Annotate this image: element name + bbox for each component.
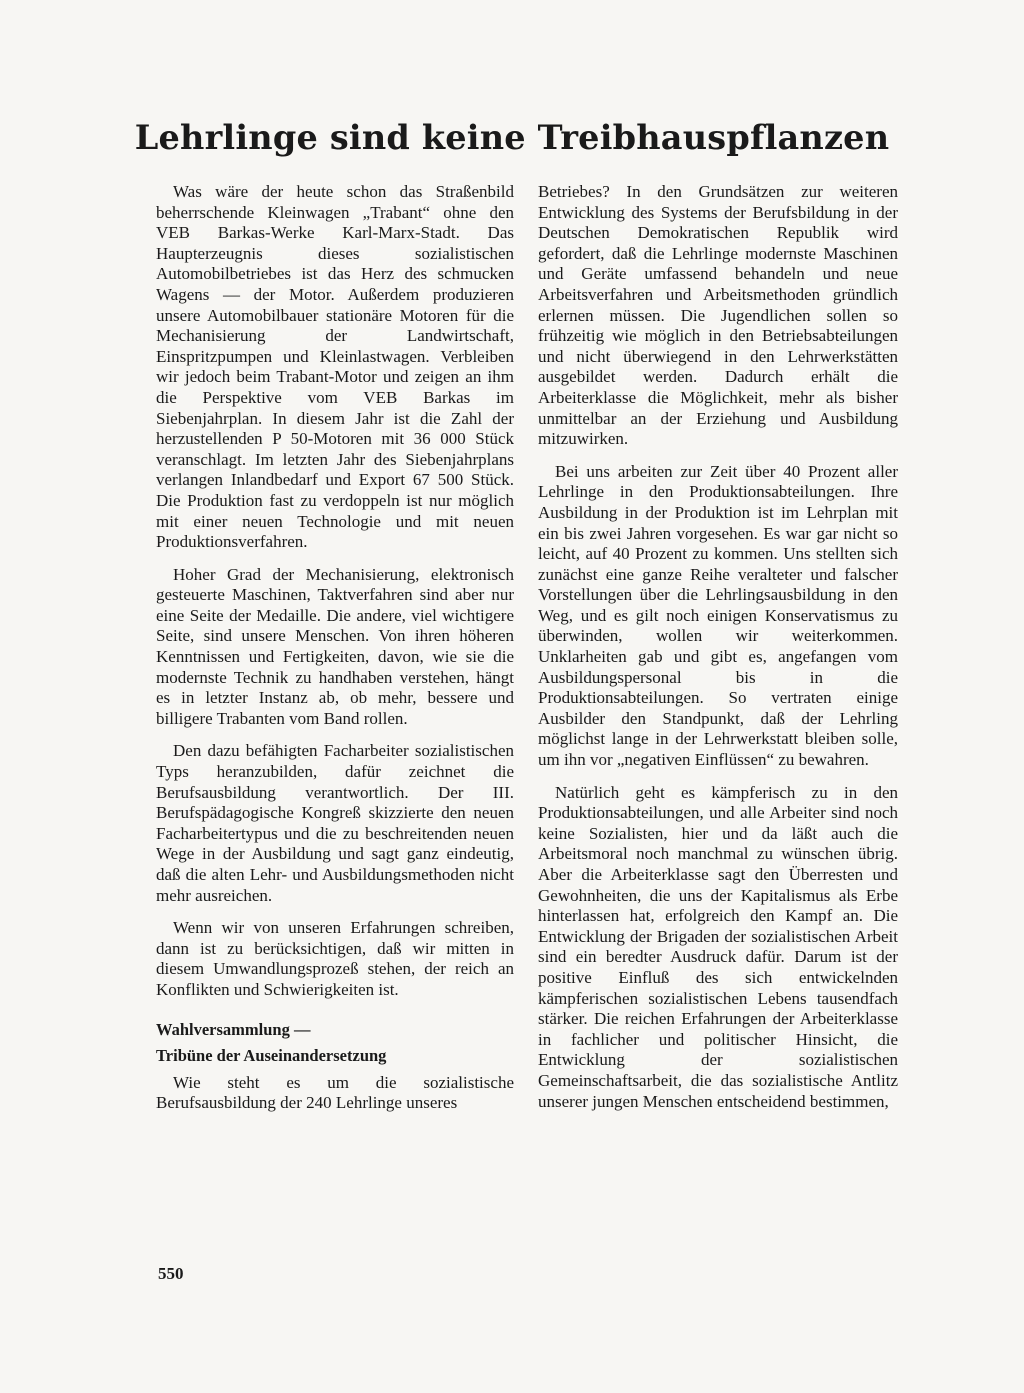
paragraph: Betriebes? In den Grundsätzen zur weiteren Entwicklung des Systems der Berufsbildung in der Deutschen Demokratischen Republik wird gefordert, daß die Lehrlinge modernste Maschinen und Geräte umfassend behandeln und neue Arbeitsverfahren und Arbeitsmethoden gründlich erlernen müssen. Die Jugendlichen sollen so frühzeitig wie möglich in den Betriebsabteilungen und nicht überwiegend in den Lehrwerkstätten ausgebildet werden. Dadurch erhält die Arbeiterklasse die Möglichkeit, mehr als bisher unmittelbar an der Erziehung und Ausbildung mitzuwirken. (538, 182, 898, 449)
left-column (156, 182, 514, 1126)
paragraph: Wie steht es um die sozialistische Berufsausbildung der 240 Lehrlinge unseres (156, 1072, 514, 1113)
section-heading: Wahlversammlung — (156, 1019, 311, 1039)
page-title: Lehrlinge sind keine Treibhauspflanzen (134, 118, 890, 157)
page-number: 550 (158, 1264, 184, 1283)
paragraph: Hoher Grad der Mechanisierung, elektronisch gesteuerte Maschinen, Taktverfahren sind aber nur eine Seite der Medaille. Die andere, viel wichtigere Seite, sind unsere Menschen. Von ihren höheren Kenntnissen und Fertigkeiten, davon, wie sie die modernste Technik zu handhaben verstehen, hängt es in letzter Instanz ab, ob mehr, bessere und billigere Trabanten vom Band rollen. (156, 564, 514, 728)
paragraph: Was wäre der heute schon das Straßenbild beherrschende Kleinwagen „Trabant“ ohne den VEB Barkas-Werke Karl-Marx-Stadt. Das Haupterzeugnis dieses sozialistischen Automobilbetriebes ist das Herz des schmucken Wagens — der Motor. Außerdem produzieren unsere Automobilbauer stationäre Motoren für die Mechanisierung der Landwirtschaft, Einspritzpumpen und Kleinlastwagen. Verbleiben wir jedoch beim Trabant-Motor und zeigen an ihm die Perspektive vom VEB Barkas im Siebenjahrplan. In diesem Jahr ist die Zahl der herzustellenden P 50-Motoren mit 36 000 Stück veranschlagt. Im letzten Jahr des Siebenjahrplans verlangen Inlandbedarf und Export 67 500 Stück. Die Produktion fast zu verdoppeln ist nur möglich mit einer neuen Technologie und mit neuen Produktionsverfahren. (156, 182, 514, 552)
paragraph: Wenn wir von unseren Erfahrungen schreiben, dann ist zu berücksichtigen, daß wir mitten in diesem Umwandlungsprozeß stehen, der reich an Konflikten und Schwierigkeiten ist. (156, 918, 514, 999)
paragraph: Bei uns arbeiten zur Zeit über 40 Prozent aller Lehrlinge in den Produktionsabteilungen. Ihre Ausbildung in der Produktion ist im Lehrplan mit ein bis zwei Jahren vorgesehen. Es war gar nicht so leicht, auf 40 Prozent zu kommen. Uns stellten sich zunächst eine ganze Reihe veralteter und falscher Vorstellungen über die Lehrlingsausbildung in den Weg, und es gilt noch einigen Konservatismus zu überwinden, wollen wir weiterkommen. Unklarheiten gab und gibt es, angefangen vom Ausbildungspersonal bis in die Produktionsabteilungen. So vertraten einige Ausbilder den Standpunkt, daß der Lehrling möglichst lange in der Lehrwerkstatt bleiben solle, um ihn vor „negativen Einflüssen“ zu bewahren. (538, 461, 898, 770)
section-heading: Tribüne der Auseinandersetzung (156, 1045, 387, 1065)
paragraph: Den dazu befähigten Facharbeiter sozialistischen Typs heranzubilden, dafür zeichnet die Berufsausbildung verantwortlich. Der III. Berufspädagogische Kongreß skizzierte den neuen Facharbeitertypus und die zu beschreitenden neuen Wege in der Ausbildung und sagt ganz eindeutig, daß die alten Lehr- und Ausbildungsmethoden nicht mehr ausreichen. (156, 741, 514, 905)
right-column (538, 182, 898, 1124)
paragraph: Natürlich geht es kämpferisch zu in den Produktionsabteilungen, und alle Arbeiter sind noch keine Sozialisten, hier und da läßt auch die Arbeitsmoral noch manchmal zu wünschen übrig. Aber die Arbeiterklasse sagt den Überresten und Gewohnheiten, die uns der Kapitalismus als Erbe hinterlassen hat, erfolgreich den Kampf an. Die Entwicklung der Brigaden der sozialistischen Arbeit sind ein beredter Ausdruck dafür. Darum ist der positive Einfluß des sich entwickelnden kämpferischen sozialistischen Lebens tausendfach stärker. Die reichen Erfahrungen der Arbeiterklasse in fachlicher und politischer Hinsicht, die Entwicklung der sozialistischen Gemeinschaftsarbeit, die das sozialistische Antlitz unserer jungen Menschen entscheidend bestimmen, (538, 782, 898, 1111)
